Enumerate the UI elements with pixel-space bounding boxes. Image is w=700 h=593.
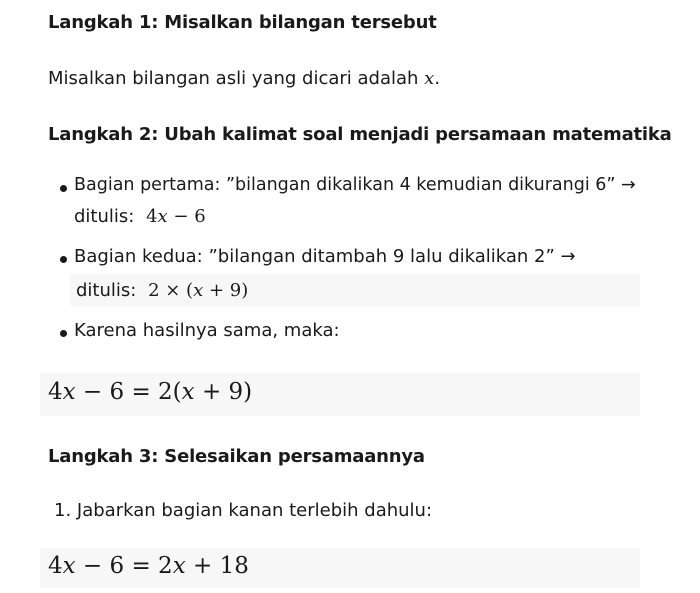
bullet2-expr-b: + 9) bbox=[203, 280, 249, 301]
step1-variable: x bbox=[424, 68, 435, 89]
equation-1 bbox=[48, 379, 252, 405]
bullet1-expr-a: 4 bbox=[146, 206, 158, 227]
bullet2-prefix: ditulis: bbox=[76, 280, 137, 301]
eq1-c: + 9) bbox=[194, 379, 253, 405]
eq1-b: − 6 = 2( bbox=[75, 379, 182, 405]
bullet3-line1: Karena hasilnya sama, maka: bbox=[74, 320, 340, 341]
step3-item1: 1. Jabarkan bagian kanan terlebih dahulu: bbox=[54, 500, 433, 521]
eq2-a: 4 bbox=[48, 553, 63, 579]
bullet-dot bbox=[60, 330, 67, 337]
eq2-var1: x bbox=[62, 553, 76, 579]
bullet1-expr-b: − 6 bbox=[167, 206, 206, 227]
bullet2-expression bbox=[148, 280, 248, 301]
bullet2-line1: Bagian kedua: ”bilangan ditambah 9 lalu dikalikan 2” → bbox=[74, 246, 576, 267]
bullet2-expr-var: x bbox=[193, 280, 204, 301]
bullet1-line2 bbox=[74, 206, 206, 227]
bullet-dot bbox=[60, 185, 67, 192]
step1-sentence: Misalkan bilangan asli yang dicari adalah bbox=[48, 68, 419, 89]
step3-heading: Langkah 3: Selesaikan persamaannya bbox=[48, 446, 425, 467]
eq2-b: − 6 = 2 bbox=[75, 553, 173, 579]
step2-heading: Langkah 2: Ubah kalimat soal menjadi persamaan matematika bbox=[48, 124, 672, 145]
eq2-var2: x bbox=[172, 553, 186, 579]
eq1-var2: x bbox=[181, 379, 195, 405]
step1-period: . bbox=[434, 68, 441, 89]
eq1-a: 4 bbox=[48, 379, 63, 405]
eq1-var1: x bbox=[62, 379, 76, 405]
bullet1-expression bbox=[146, 206, 206, 227]
equation-2 bbox=[48, 553, 249, 579]
bullet1-expr-var: x bbox=[157, 206, 168, 227]
eq2-c: + 18 bbox=[185, 553, 249, 579]
step1-heading: Langkah 1: Misalkan bilangan tersebut bbox=[48, 12, 437, 33]
bullet2-line2 bbox=[76, 280, 248, 301]
bullet2-expr-a: 2 × ( bbox=[148, 280, 194, 301]
bullet-dot bbox=[60, 256, 67, 263]
bullet1-line1: Bagian pertama: ”bilangan dikalikan 4 kemudian dikurangi 6” → bbox=[74, 175, 636, 195]
step1-text bbox=[48, 68, 440, 89]
bullet1-prefix: ditulis: bbox=[74, 206, 135, 227]
